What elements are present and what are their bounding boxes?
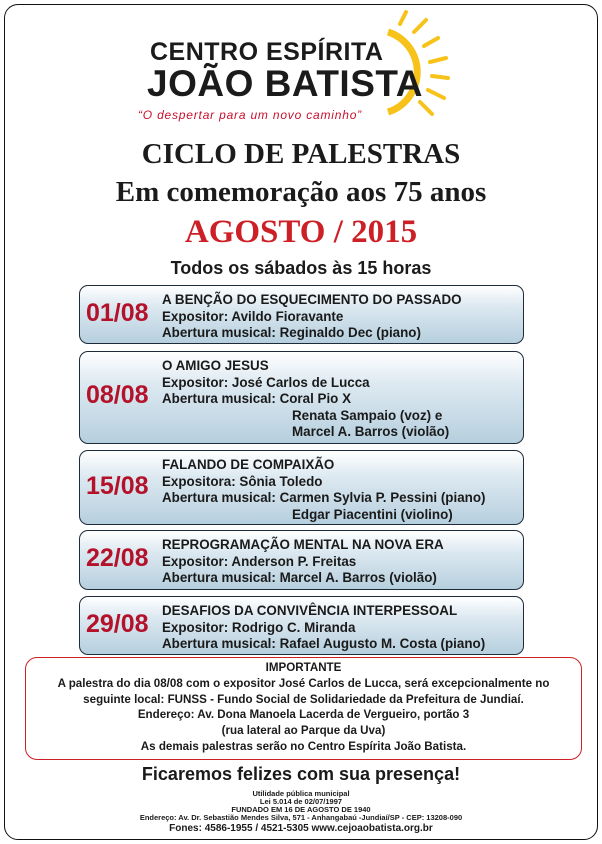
lecture-date: 08/08 bbox=[86, 381, 149, 409]
headline-subtitle: Em comemoração aos 75 anos bbox=[115, 176, 487, 208]
important-notice bbox=[25, 657, 582, 760]
lecture-speaker: Expositor: Anderson P. Freitas bbox=[162, 553, 357, 569]
thanks-message: Ficaremos felizes com sua presença! bbox=[141, 764, 461, 784]
footer-line: Utilidade pública municipal bbox=[252, 789, 350, 798]
footer-line: Lei 5.014 de 02/07/1997 bbox=[259, 797, 343, 806]
lecture-card bbox=[79, 351, 524, 444]
logo-title-line1: CENTRO ESPÍRITA bbox=[150, 38, 384, 66]
lecture-card bbox=[79, 530, 524, 590]
headline-month: AGOSTO / 2015 bbox=[184, 214, 418, 250]
schedule-text: Todos os sábados às 15 horas bbox=[170, 258, 432, 278]
lecture-details bbox=[162, 358, 449, 441]
notice-title: IMPORTANTE bbox=[265, 661, 342, 674]
lecture-title: O AMIGO JESUS bbox=[162, 358, 269, 373]
lecture-speaker: Expositor: Avildo Fioravante bbox=[162, 308, 344, 324]
notice-line: (rua lateral ao Parque da Uva) bbox=[221, 724, 386, 738]
lecture-title: A BENÇÃO DO ESQUECIMENTO DO PASSADO bbox=[162, 292, 462, 307]
lecture-music: Abertura musical: Coral Pio X bbox=[162, 391, 352, 406]
lecture-music: Abertura musical: Carmen Sylvia P. Pessini (piano) bbox=[162, 490, 486, 505]
lecture-title: DESAFIOS DA CONVIVÊNCIA INTERPESSOAL bbox=[162, 603, 458, 618]
lecture-date: 01/08 bbox=[86, 299, 149, 327]
footer-address: Endereço: Av. Dr. Sebastião Mendes Silva, 571 - Anhangabaú -Jundiaí/SP - CEP: 13208-090 bbox=[139, 813, 463, 822]
lecture-title: REPROGRAMAÇÃO MENTAL NA NOVA ERA bbox=[162, 537, 444, 552]
lecture-speaker: Expositora: Sônia Toledo bbox=[162, 473, 323, 489]
notice-line: Endereço: Av. Dona Manoela Lacerda de Vergueiro, portão 3 bbox=[137, 708, 470, 722]
logo-title-line2: JOÃO BATISTA bbox=[147, 63, 423, 104]
lecture-music: Abertura musical: Reginaldo Dec (piano) bbox=[162, 325, 421, 340]
notice-line: seguinte local: FUNSS - Fundo Social de Solidariedade da Prefeitura de Jundiaí. bbox=[83, 692, 524, 706]
lecture-title: FALANDO DE COMPAIXÃO bbox=[162, 457, 335, 472]
notice-line: A palestra do dia 08/08 com o expositor José Carlos de Lucca, será excepcionalmente no bbox=[57, 676, 550, 690]
lecture-date: 15/08 bbox=[86, 472, 149, 500]
lecture-card bbox=[79, 285, 524, 344]
headline-title: CICLO DE PALESTRAS bbox=[141, 138, 461, 170]
logo bbox=[0, 0, 602, 130]
lecture-music-extra: Edgar Piacentini (violino) bbox=[292, 506, 453, 522]
footer-contacts: Fones: 4586-1955 / 4521-5305 www.cejoaobatista.org.br bbox=[169, 823, 433, 834]
lecture-music-extra: Marcel A. Barros (violão) bbox=[292, 424, 450, 439]
lecture-card bbox=[79, 450, 524, 525]
lecture-date: 22/08 bbox=[86, 544, 149, 572]
lecture-speaker: Expositor: José Carlos de Lucca bbox=[162, 374, 370, 390]
lecture-details bbox=[162, 292, 462, 342]
logo-tagline: “O despertar para um novo caminho” bbox=[138, 108, 362, 122]
lecture-music: Abertura musical: Marcel A. Barros (violão) bbox=[162, 570, 437, 585]
notice-line: As demais palestras serão no Centro Espírita João Batista. bbox=[140, 739, 467, 753]
lecture-date: 29/08 bbox=[86, 610, 149, 638]
lecture-details bbox=[162, 537, 444, 587]
footer-line: FUNDADO EM 16 DE AGOSTO DE 1940 bbox=[231, 805, 371, 814]
lecture-details bbox=[162, 603, 485, 653]
lecture-speaker: Expositor: Rodrigo C. Miranda bbox=[162, 619, 356, 635]
lecture-music: Abertura musical: Rafael Augusto M. Costa (piano) bbox=[162, 636, 486, 651]
lecture-music-extra: Renata Sampaio (voz) e bbox=[292, 407, 443, 423]
lecture-details bbox=[162, 457, 485, 523]
lecture-card bbox=[79, 596, 524, 655]
